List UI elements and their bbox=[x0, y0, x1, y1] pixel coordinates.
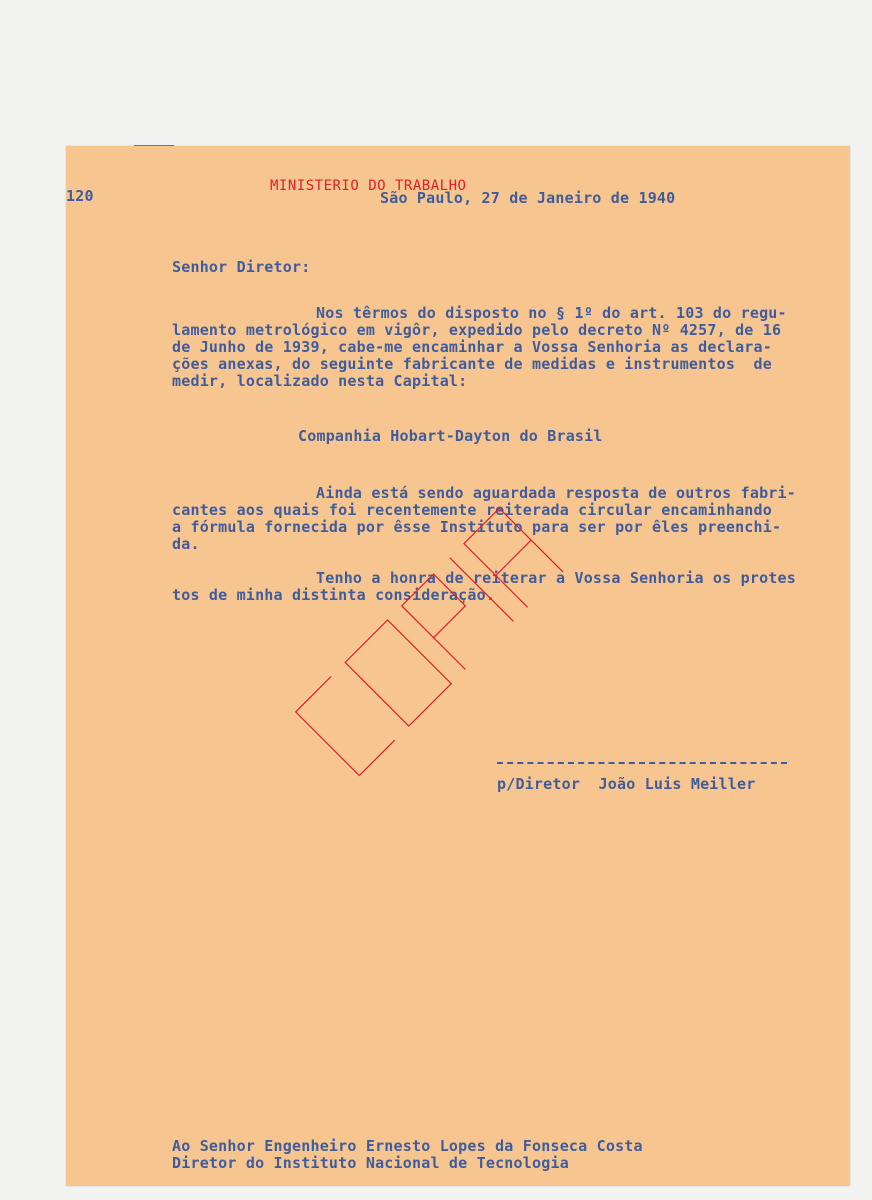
paragraph2-line: Ainda está sendo aguardada resposta de outros fabri- bbox=[316, 484, 796, 502]
paragraph3-line: Tenho a honra de reiterar a Vossa Senhoria os protes bbox=[316, 569, 796, 587]
copy-stamp-outline bbox=[250, 440, 610, 800]
ministry-stamp: MINISTERIO DO TRABALHO bbox=[270, 178, 467, 194]
paragraph1-line: lamento metrológico em vigôr, expedido pelo decreto Nº 4257, de 16 bbox=[172, 321, 782, 339]
copy-stamp bbox=[250, 440, 610, 800]
paragraph2-line: cantes aos quais foi recentemente reiterada circular encaminhando bbox=[172, 501, 772, 519]
signature-line bbox=[497, 762, 787, 764]
place-date: São Paulo, 27 de Janeiro de 1940 bbox=[380, 189, 676, 207]
addressee-line: Ao Senhor Engenheiro Ernesto Lopes da Fonseca Costa bbox=[172, 1137, 643, 1155]
signature: p/Diretor João Luis Meiller bbox=[497, 775, 756, 793]
paragraph1-line: ções anexas, do seguinte fabricante de medidas e instrumentos de bbox=[172, 355, 772, 373]
salutation: Senhor Diretor: bbox=[172, 258, 311, 276]
paragraph1-line: Nos têrmos do disposto no § 1º do art. 103 do regu- bbox=[316, 304, 787, 322]
paragraph2-line: a fórmula fornecida por êsse Instituto para ser por êles preenchi- bbox=[172, 518, 782, 536]
paragraph3-line: tos de minha distinta consideração. bbox=[172, 586, 496, 604]
paragraph2-line: da. bbox=[172, 535, 200, 553]
paragraph1-line: medir, localizado nesta Capital: bbox=[172, 372, 468, 390]
copy-stamp-text bbox=[250, 440, 251, 441]
page-number: 120 bbox=[66, 187, 94, 205]
addressee-line: Diretor do Instituto Nacional de Tecnologia bbox=[172, 1154, 569, 1172]
company-name: Companhia Hobart-Dayton do Brasil bbox=[298, 427, 603, 445]
paragraph1-line: de Junho de 1939, cabe-me encaminhar a Vossa Senhoria as declara- bbox=[172, 338, 772, 356]
